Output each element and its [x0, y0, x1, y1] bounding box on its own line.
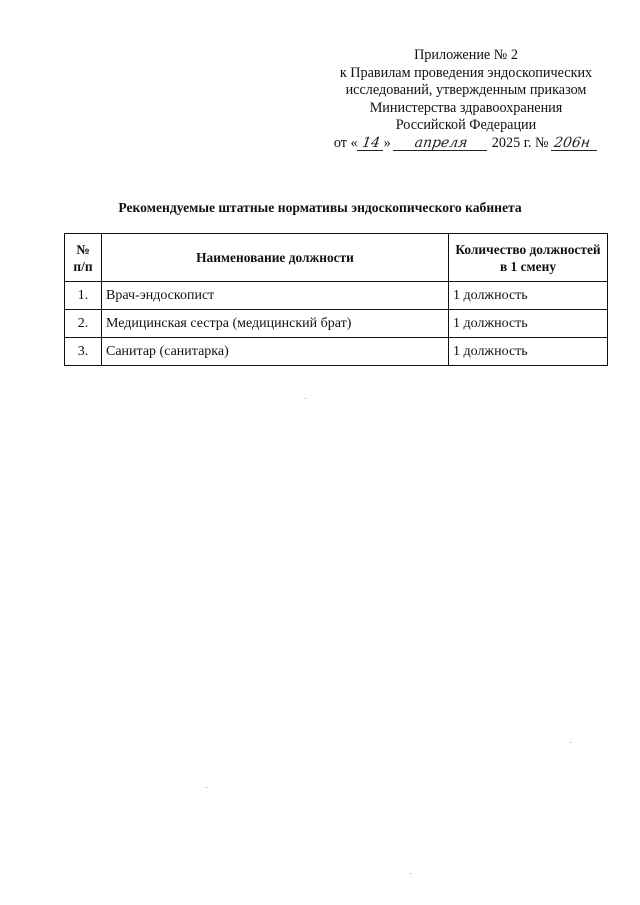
date-prefix: от « [333, 134, 358, 151]
scan-speck [206, 787, 207, 788]
appendix-rules-ref: к Правилам проведения эндоскопических [339, 64, 593, 81]
appendix-approved-by: исследований, утвержденным приказом [345, 82, 587, 99]
date-close-quote: » [383, 134, 391, 151]
scan-speck [305, 398, 306, 399]
document-title: Рекомендуемые штатные нормативы эндоскопического кабинета [118, 200, 522, 215]
header-quantity: Количество должностей в 1 смену [449, 234, 608, 282]
table-header-row [65, 234, 608, 282]
staffing-table [64, 233, 608, 366]
handwritten-order-number: 206н [551, 136, 599, 151]
header-number: № п/п [65, 234, 102, 282]
table-row [65, 282, 608, 310]
row-number: 3. [65, 338, 102, 366]
table-row [65, 338, 608, 366]
scan-speck [570, 742, 571, 743]
order-date-line [318, 135, 614, 153]
row-position: Санитар (санитарка) [102, 338, 449, 366]
appendix-number: Приложение № 2 [414, 47, 518, 63]
row-quantity: 1 должность [449, 282, 608, 310]
appendix-block [318, 47, 614, 153]
row-position: Врач-эндоскопист [102, 282, 449, 310]
handwritten-day: 14 [357, 136, 385, 151]
row-number: 1. [65, 282, 102, 310]
table-row [65, 310, 608, 338]
row-quantity: 1 должность [449, 310, 608, 338]
scan-speck [410, 873, 411, 874]
year-and-number-label: 2025 г. № [491, 134, 549, 151]
row-number: 2. [65, 310, 102, 338]
appendix-federation: Российской Федерации [395, 117, 537, 134]
row-position: Медицинская сестра (медицинский брат) [102, 310, 449, 338]
header-position-name: Наименование должности [102, 234, 449, 282]
handwritten-month: апреля [393, 136, 489, 151]
row-quantity: 1 должность [449, 338, 608, 366]
appendix-ministry: Министерства здравоохранения [369, 99, 563, 116]
